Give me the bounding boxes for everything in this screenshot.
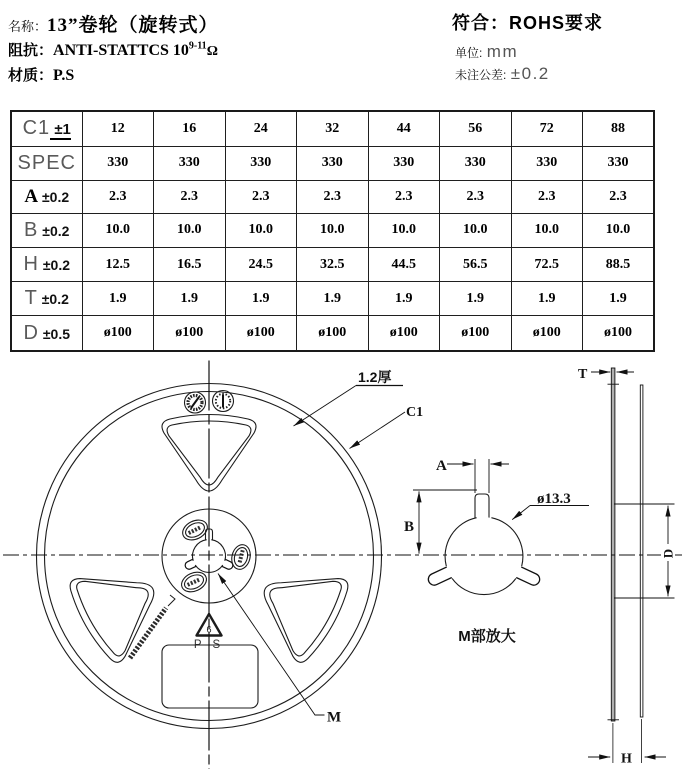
thickness-label: 1.2厚 xyxy=(358,369,392,385)
table-cell: 88 xyxy=(583,111,655,146)
table-cell: 1.9 xyxy=(297,282,369,316)
date-stamp-icon-left xyxy=(185,392,206,413)
table-cell: 12 xyxy=(82,111,154,146)
row-label-main: C1 xyxy=(22,117,51,140)
table-cell: 24 xyxy=(225,111,297,146)
impedance-value: ANTI-STATTCS 10 xyxy=(53,42,189,59)
table-cell: 10.0 xyxy=(583,213,655,247)
tolerance-value: ±0.2 xyxy=(510,64,550,83)
side-h-label: H xyxy=(621,751,632,767)
table-cell: 72.5 xyxy=(511,247,583,281)
table-cell: 330 xyxy=(154,146,226,180)
m-detail-view xyxy=(434,494,534,595)
side-d-label: D xyxy=(660,548,676,559)
row-label xyxy=(11,247,82,281)
date-stamp-icon-right xyxy=(213,391,234,412)
c1-label: C1 xyxy=(406,405,424,420)
material-label: 材质： xyxy=(8,67,54,84)
table-cell: 16.5 xyxy=(154,247,226,281)
row-label-main: SPEC xyxy=(17,151,76,174)
molded-text-mark xyxy=(130,595,175,658)
m-label: M xyxy=(327,709,342,726)
table-cell: 1.9 xyxy=(440,282,512,316)
header-unit-line xyxy=(455,42,518,62)
row-label-main: B xyxy=(24,218,39,241)
unit-value: mm xyxy=(486,42,519,61)
name-label: 名称： xyxy=(8,19,48,34)
row-label-tolerance: ±0.2 xyxy=(38,188,70,205)
comply-value: ROHS要求 xyxy=(509,13,604,33)
table-cell: 10.0 xyxy=(511,213,583,247)
recycle-number: 6 xyxy=(206,624,212,635)
table-cell: ø100 xyxy=(297,316,369,351)
table-cell: 16 xyxy=(154,111,226,146)
row-label-tolerance: ±0.2 xyxy=(37,291,69,308)
row-label-main: D xyxy=(23,321,39,344)
header-comply-line xyxy=(452,9,603,35)
header-impedance-line xyxy=(8,39,218,60)
table-cell: 44 xyxy=(368,111,440,146)
detail-diameter-label: ø13.3 xyxy=(537,491,571,507)
side-left-flange xyxy=(611,368,615,721)
row-label xyxy=(11,316,82,351)
material-value: P.S xyxy=(53,67,75,84)
table-cell: ø100 xyxy=(225,316,297,351)
table-cell: 10.0 xyxy=(225,213,297,247)
row-label xyxy=(11,146,82,180)
row-label-tolerance: ±1 xyxy=(50,121,71,139)
table-cell: 2.3 xyxy=(154,180,226,213)
side-t-label: T xyxy=(578,367,588,382)
impedance-label: 阻抗： xyxy=(8,42,54,59)
table-row xyxy=(11,146,654,180)
table-cell: ø100 xyxy=(511,316,583,351)
table-row xyxy=(11,316,654,351)
table-cell: 1.9 xyxy=(368,282,440,316)
table-cell: 88.5 xyxy=(583,247,655,281)
row-label-tolerance: ±0.5 xyxy=(38,325,70,342)
table-cell: ø100 xyxy=(583,316,655,351)
row-label-main: T xyxy=(24,287,38,310)
detail-a-label: A xyxy=(436,458,447,474)
unit-label: 单位: xyxy=(455,46,483,60)
table-cell: 2.3 xyxy=(368,180,440,213)
table-cell: 330 xyxy=(511,146,583,180)
header-name-line xyxy=(8,10,219,37)
table-cell: 44.5 xyxy=(368,247,440,281)
table-row xyxy=(11,282,654,316)
table-cell: 24.5 xyxy=(225,247,297,281)
table-row xyxy=(11,213,654,247)
row-label xyxy=(11,180,82,213)
table-cell: 72 xyxy=(511,111,583,146)
comply-label: 符合： xyxy=(452,13,509,33)
table-cell: 330 xyxy=(82,146,154,180)
table-cell: 56 xyxy=(440,111,512,146)
table-cell: ø100 xyxy=(368,316,440,351)
reel-side-view xyxy=(608,368,675,763)
table-row xyxy=(11,111,654,146)
row-label xyxy=(11,213,82,247)
impedance-exponent: 9-11 xyxy=(188,40,207,52)
table-cell: ø100 xyxy=(82,316,154,351)
table-cell: 2.3 xyxy=(82,180,154,213)
table-cell: 1.9 xyxy=(225,282,297,316)
technical-drawing xyxy=(0,355,686,772)
table-cell: 10.0 xyxy=(82,213,154,247)
row-label-main: A xyxy=(24,185,39,207)
product-name: 13”卷轮（旋转式） xyxy=(47,15,219,36)
table-cell: 2.3 xyxy=(440,180,512,213)
table-cell: 330 xyxy=(225,146,297,180)
table-cell: 10.0 xyxy=(440,213,512,247)
table-cell: ø100 xyxy=(154,316,226,351)
table-cell: 32 xyxy=(297,111,369,146)
table-cell: 32.5 xyxy=(297,247,369,281)
table-cell: 1.9 xyxy=(154,282,226,316)
spec-table xyxy=(10,110,655,352)
spec-table-body xyxy=(11,111,654,351)
table-cell: 330 xyxy=(583,146,655,180)
row-label-main: H xyxy=(23,253,39,276)
table-cell: 56.5 xyxy=(440,247,512,281)
centerlines xyxy=(3,361,682,770)
row-label xyxy=(11,282,82,316)
table-cell: 1.9 xyxy=(583,282,655,316)
table-cell: 2.3 xyxy=(511,180,583,213)
row-label-tolerance: ±0.2 xyxy=(38,257,70,274)
impedance-unit: Ω xyxy=(206,44,218,59)
label-area-rect xyxy=(162,645,258,708)
table-cell: 2.3 xyxy=(583,180,655,213)
table-cell: 330 xyxy=(297,146,369,180)
table-cell: 330 xyxy=(368,146,440,180)
table-row xyxy=(11,180,654,213)
detail-b-label: B xyxy=(404,519,415,535)
table-cell: 2.3 xyxy=(297,180,369,213)
table-row xyxy=(11,247,654,281)
table-cell: 1.9 xyxy=(82,282,154,316)
table-cell: 10.0 xyxy=(297,213,369,247)
table-cell: 10.0 xyxy=(368,213,440,247)
detail-caption: M部放大 xyxy=(458,628,516,645)
tolerance-label: 未注公差: xyxy=(455,68,507,82)
table-cell: 10.0 xyxy=(154,213,226,247)
header-material-line xyxy=(8,64,74,85)
table-cell: 12.5 xyxy=(82,247,154,281)
table-cell: 330 xyxy=(440,146,512,180)
table-cell: 1.9 xyxy=(511,282,583,316)
row-label xyxy=(11,111,82,146)
row-label-tolerance: ±0.2 xyxy=(38,222,70,239)
header-tolerance-line xyxy=(455,64,550,84)
material-mark: P S xyxy=(193,639,225,651)
table-cell: 2.3 xyxy=(225,180,297,213)
side-right-flange xyxy=(640,385,643,717)
table-cell: ø100 xyxy=(440,316,512,351)
